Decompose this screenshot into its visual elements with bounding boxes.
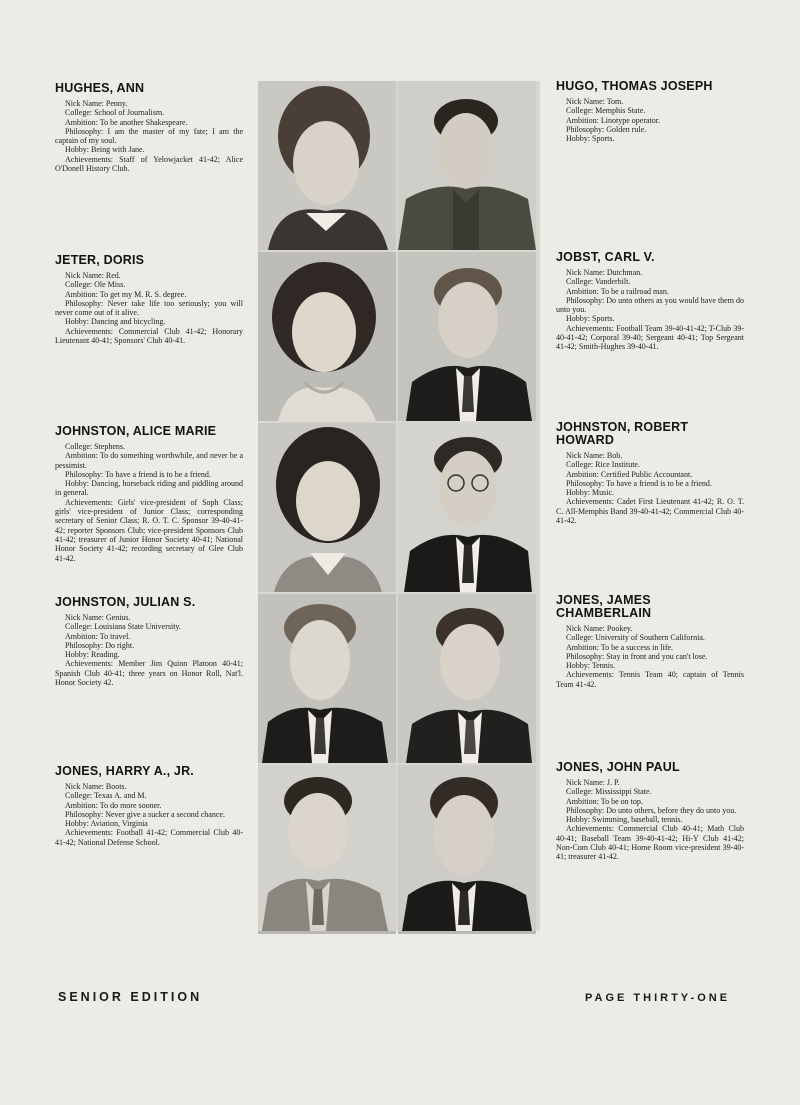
student-name: JOBST, CARL V. xyxy=(556,250,655,264)
entry-jobst-carl-v xyxy=(556,251,744,352)
portrait-jones-james-chamberlain xyxy=(398,594,536,763)
philosophy: Philosophy: Do unto others as you would have them do unto you. xyxy=(556,295,744,315)
portrait-jeter-doris xyxy=(258,252,396,421)
philosophy: Philosophy: Never give a sucker a second chance. xyxy=(65,809,225,819)
nickname: Nick Name: Red. xyxy=(65,271,121,280)
portrait-johnston-robert-howard xyxy=(398,423,536,592)
student-name: JOHNSTON, ALICE MARIE xyxy=(55,424,217,438)
entry-jones-harry-a-jr xyxy=(55,765,243,847)
hobby: Hobby: Dancing, horseback riding and piddling around in general. xyxy=(55,479,243,498)
achievements: Achievements: Cadet First Lieutenant 41-42; R. O. T. C. All-Memphis Band 39-40-41-42; Commercial Club 40-41-42. xyxy=(556,497,744,526)
nickname: Nick Name: Tom. xyxy=(566,97,624,106)
hobby: Hobby: Being with Jane. xyxy=(65,145,145,155)
portrait-grid xyxy=(258,81,540,931)
entry-johnston-alice-marie xyxy=(55,425,243,563)
nickname: Nick Name: Boots. xyxy=(65,782,127,791)
college: College: Vanderbilt. xyxy=(566,277,631,287)
ambition: Ambition: Certified Public Accountant. xyxy=(566,469,693,479)
portrait-hugo-thomas-joseph xyxy=(398,81,536,250)
entry-jeter-doris xyxy=(55,254,243,345)
achievements: Achievements: Commercial Club 41-42; Honorary Lieutenant 40-41; Sponsors' Club 40-41. xyxy=(55,326,243,346)
entry-jones-john-paul xyxy=(556,761,744,862)
hobby: Hobby: Tennis. xyxy=(566,661,616,671)
ambition: Ambition: To do something worthwhile, and never be a pessimist. xyxy=(55,451,243,470)
student-name: HUGO, THOMAS JOSEPH xyxy=(556,79,713,93)
student-name: JETER, DORIS xyxy=(55,253,145,267)
hobby: Hobby: Music. xyxy=(566,488,614,498)
nickname: Nick Name: J. P. xyxy=(566,778,620,787)
achievements: Achievements: Tennis Team 40; captain of Tennis Team 41-42. xyxy=(556,670,744,689)
college: College: School of Journalism. xyxy=(65,108,165,118)
nickname: Nick Name: Dutchman. xyxy=(566,268,643,277)
portrait-johnston-julian-s xyxy=(258,594,396,763)
ambition: Ambition: To be a railroad man. xyxy=(566,286,669,296)
college: College: Ole Miss. xyxy=(65,280,126,290)
philosophy: Philosophy: I am the master of my fate; I am the captain of my soul. xyxy=(55,126,243,146)
nickname: Nick Name: Penny. xyxy=(65,99,128,108)
footer-edition: SENIOR EDITION xyxy=(58,990,203,1004)
philosophy: Philosophy: To have a friend is to be a friend. xyxy=(65,469,211,479)
college: College: Mississippi State. xyxy=(566,787,652,797)
entry-johnston-robert-howard xyxy=(556,421,744,525)
ambition: Ambition: To be another Shakespeare. xyxy=(65,117,188,127)
nickname: Nick Name: Genius. xyxy=(65,613,131,622)
footer-page-number: PAGE THIRTY-ONE xyxy=(585,992,731,1004)
portrait-johnston-alice-marie xyxy=(258,423,396,592)
hobby: Hobby: Dancing and bicycling. xyxy=(65,317,166,327)
ambition: Ambition: To get my M. R. S. degree. xyxy=(65,289,187,299)
student-name: JOHNSTON, JULIAN S. xyxy=(55,595,196,609)
ambition: Ambition: To be a success in life. xyxy=(566,642,674,652)
student-name: JONES, HARRY A., JR. xyxy=(55,764,194,778)
entry-jones-james-chamberlain xyxy=(556,594,744,689)
hobby: Hobby: Reading. xyxy=(65,650,120,660)
college: College: Memphis State. xyxy=(566,106,646,116)
achievements: Achievements: Football Team 39-40-41-42; T-Club 39-40-41-42; Corporal 39-40; Sergeant 40-41; Top Sergeant 41-42; Smith-Hughes 39-40-41. xyxy=(556,323,744,352)
entry-johnston-julian-s xyxy=(55,596,243,687)
ambition: Ambition: To do more sooner. xyxy=(65,800,162,810)
college: College: Texas A. and M. xyxy=(65,791,147,801)
hobby: Hobby: Aviation, Virginia xyxy=(65,819,148,829)
achievements: Achievements: Staff of Yelowjacket 41-42; Alice O'Donell History Club. xyxy=(55,154,243,174)
achievements: Achievements: Member Jim Quinn Platoon 40-41; Spanish Club 40-41; three years on Honor Roll, Nat'l. Honor Society 42. xyxy=(55,659,243,688)
nickname: Nick Name: Pookey. xyxy=(566,624,633,633)
philosophy: Philosophy: Golden rule. xyxy=(566,124,647,134)
philosophy: Philosophy: To have a friend is to be a friend. xyxy=(566,478,712,488)
philosophy: Philosophy: Do right. xyxy=(65,640,135,650)
portrait-jones-john-paul xyxy=(398,765,536,934)
philosophy: Philosophy: Never take life too seriously; you will never come out of it alive. xyxy=(55,298,243,318)
college: College: Stephens. xyxy=(65,442,125,451)
ambition: Ambition: To be on top. xyxy=(566,796,643,806)
entry-hughes-ann xyxy=(55,82,243,173)
nickname: Nick Name: Bob. xyxy=(566,451,623,460)
college: College: University of Southern California. xyxy=(566,633,705,643)
college: College: Louisiana State University. xyxy=(65,622,181,632)
philosophy: Philosophy: Stay in front and you can't lose. xyxy=(566,651,708,661)
entry-hugo-thomas-joseph xyxy=(556,80,744,143)
portrait-hughes-ann xyxy=(258,81,396,250)
achievements: Achievements: Football 41-42; Commercial Club 40-41-42; National Defense School. xyxy=(55,828,243,847)
hobby: Hobby: Sports. xyxy=(566,134,615,144)
philosophy: Philosophy: Do unto others, before they do unto you. xyxy=(566,805,737,815)
college: College: Rice Institute. xyxy=(566,460,640,470)
achievements: Achievements: Commercial Club 40-41; Math Club 40-41; Baseball Team 39-40-41-42; Hi-Y Club 41-42; Non-Com Club 40-41; Home Room vice-president 39-40-41; treasurer 41-42. xyxy=(556,824,744,862)
ambition: Ambition: Linotype operator. xyxy=(566,115,660,125)
hobby: Hobby: Swimming, baseball, tennis. xyxy=(566,815,683,825)
student-name: JOHNSTON, ROBERT HOWARD xyxy=(556,420,689,447)
hobby: Hobby: Sports. xyxy=(566,314,615,324)
student-name: JONES, JAMES CHAMBERLAIN xyxy=(556,593,652,620)
ambition: Ambition: To travel. xyxy=(65,631,131,641)
portrait-jobst-carl-v xyxy=(398,252,536,421)
student-name: JONES, JOHN PAUL xyxy=(556,760,680,774)
portrait-jones-harry-a-jr xyxy=(258,765,396,934)
student-name: HUGHES, ANN xyxy=(55,81,145,95)
achievements: Achievements: Girls' vice-president of Soph Class; girls' vice-president of Junior Class; corresponding secretary of Senior Class; R. O. T. C. Sponsor 39-40-41-42; reporter Sponsors Club; vice-president Sponsors Club 41-42; treasurer of Junior Honor Society 40-41; National Honor Society 41-42; recording secretary of Glee Club 41-42. xyxy=(55,497,243,563)
